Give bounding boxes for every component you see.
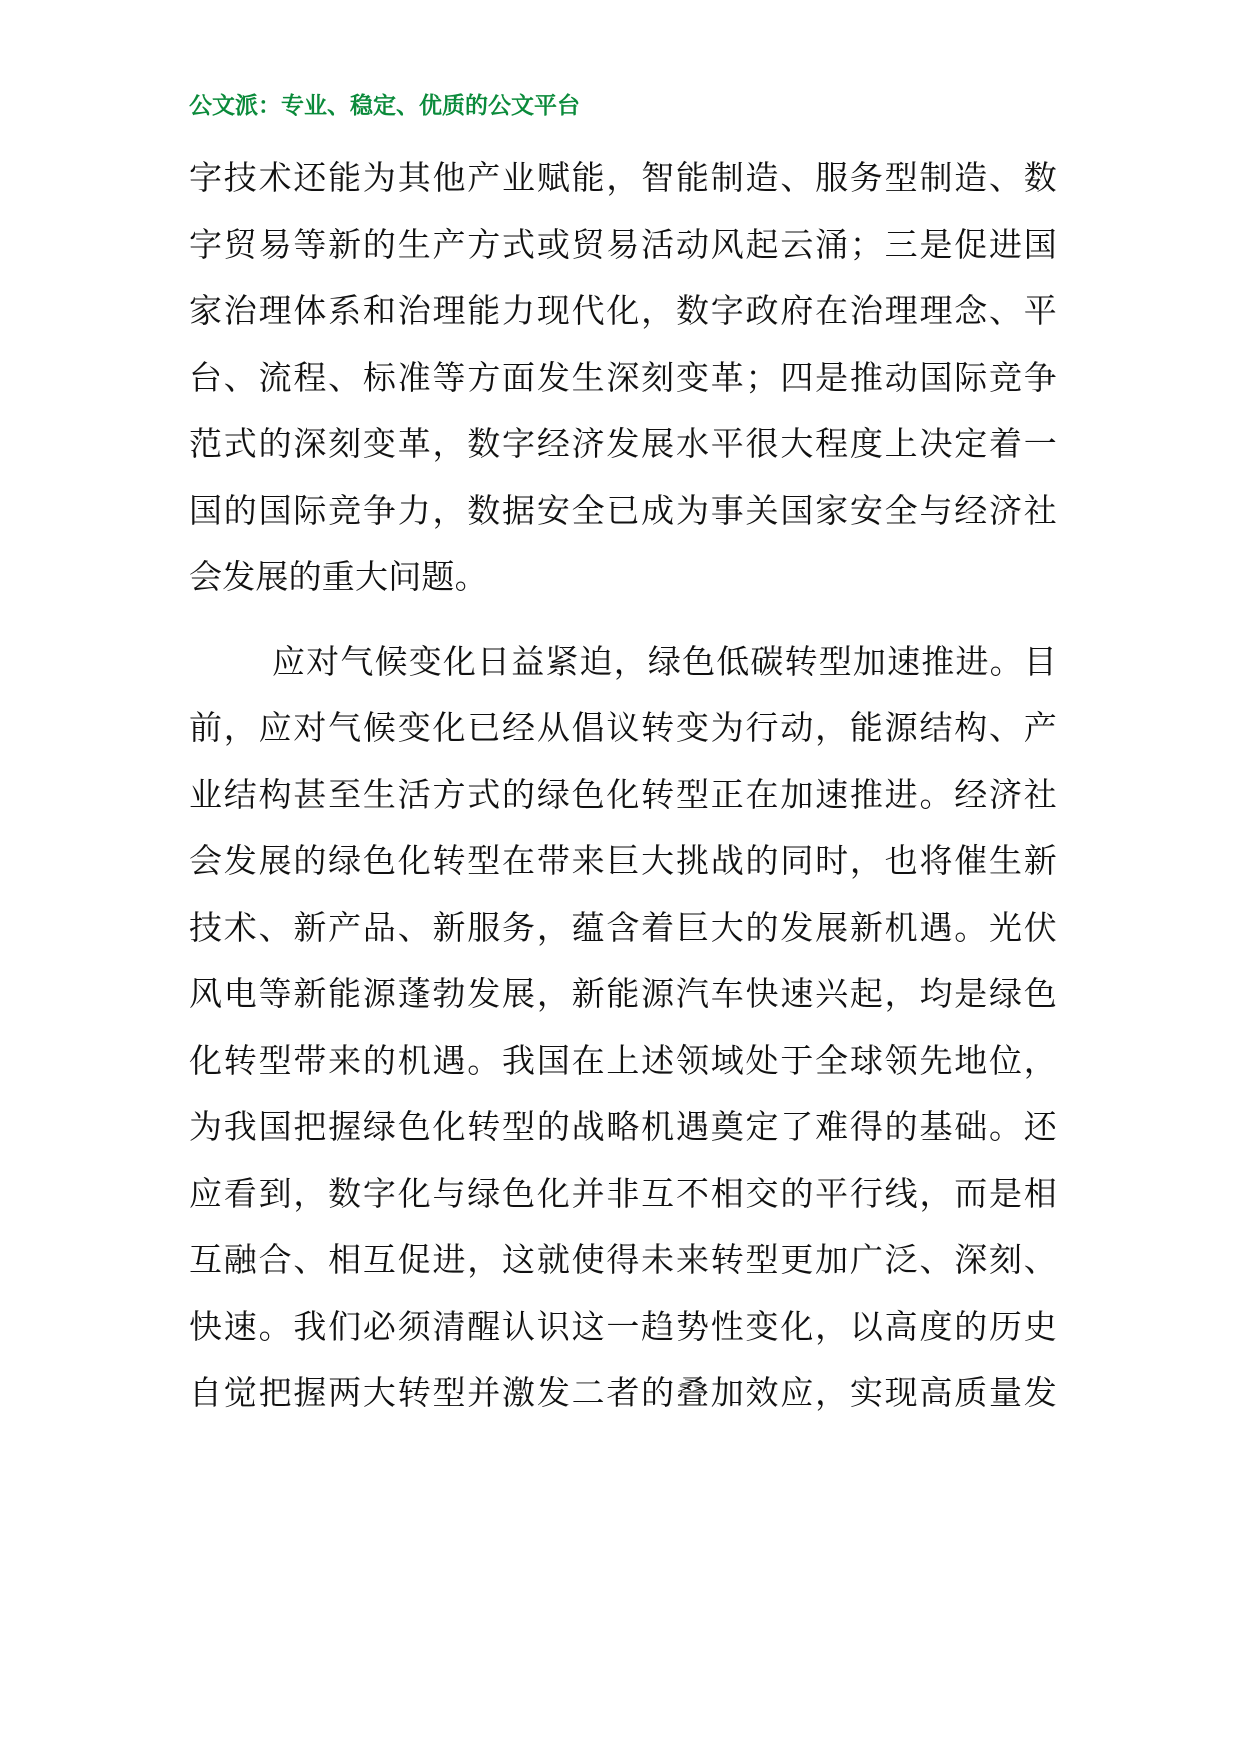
page-header: 公文派：专业、稳定、优质的公文平台 <box>189 93 580 119</box>
text-line: 业结构甚至生活方式的绿色化转型正在加速推进。经济社 <box>189 775 1057 814</box>
text-line: 快速。我们必须清醒认识这一趋势性变化，以高度的历史 <box>189 1307 1057 1346</box>
text-line: 字技术还能为其他产业赋能，智能制造、服务型制造、数 <box>189 158 1057 197</box>
text-line: 化转型带来的机遇。我国在上述领域处于全球领先地位， <box>189 1041 1057 1080</box>
text-line: 技术、新产品、新服务，蕴含着巨大的发展新机遇。光伏 <box>189 908 1057 947</box>
text-line: 范式的深刻变革，数字经济发展水平很大程度上决定着一 <box>189 424 1057 463</box>
text-line: 为我国把握绿色化转型的战略机遇奠定了难得的基础。还 <box>189 1107 1057 1146</box>
text-line: 台、流程、标准等方面发生深刻变革；四是推动国际竞争 <box>189 358 1057 397</box>
text-line: 应看到，数字化与绿色化并非互不相交的平行线，而是相 <box>189 1174 1057 1213</box>
text-line: 家治理体系和治理能力现代化，数字政府在治理理念、平 <box>189 291 1057 330</box>
text-line: 前，应对气候变化已经从倡议转变为行动，能源结构、产 <box>189 708 1057 747</box>
text-line: 字贸易等新的生产方式或贸易活动风起云涌；三是促进国 <box>189 225 1057 264</box>
text-line: 自觉把握两大转型并激发二者的叠加效应，实现高质量发 <box>189 1373 1057 1412</box>
text-line: 风电等新能源蓬勃发展，新能源汽车快速兴起，均是绿色 <box>189 974 1057 1013</box>
text-line: 互融合、相互促进，这就使得未来转型更加广泛、深刻、 <box>189 1240 1057 1279</box>
text-line: 国的国际竞争力，数据安全已成为事关国家安全与经济社 <box>189 491 1057 530</box>
text-line: 会发展的绿色化转型在带来巨大挑战的同时，也将催生新 <box>189 841 1057 880</box>
text-line: 会发展的重大问题。 <box>189 557 488 596</box>
text-line: 应对气候变化日益紧迫，绿色低碳转型加速推进。目 <box>272 642 1057 681</box>
